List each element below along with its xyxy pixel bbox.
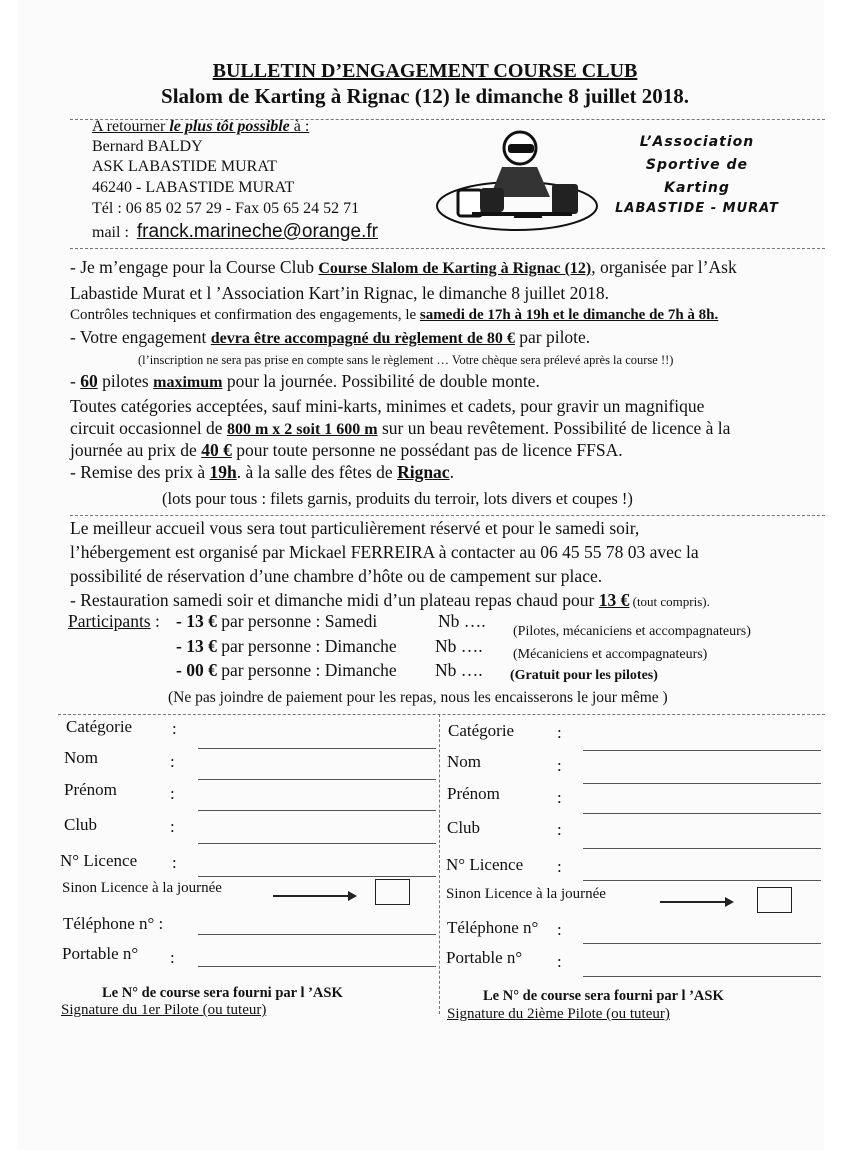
- body-line-4: - Votre engagement devra être accompagné du règlement de 80 € par pilote.: [70, 327, 591, 347]
- meal-row-1-nb[interactable]: Nb ….: [438, 611, 486, 631]
- meal-row-3: - 00 € par personne : Dimanche: [176, 660, 397, 680]
- left-licence-field[interactable]: [198, 876, 436, 877]
- meal-row-1-note: (Pilotes, mécaniciens et accompagnateurs): [513, 624, 751, 639]
- right-nom-field[interactable]: [583, 783, 821, 784]
- contact-name: Bernard BALDY: [92, 138, 203, 155]
- return-instruction: A retourner le plus tôt possible à :: [92, 118, 310, 135]
- body-line-5: (l’inscription ne sera pas prise en compte sans le règlement … Votre chèque sera prélevé après la course !!): [138, 353, 674, 367]
- left-prenom-field[interactable]: [198, 810, 436, 811]
- kart-driver-logo-icon: [432, 122, 602, 234]
- meal-row-2-nb[interactable]: Nb ….: [435, 636, 483, 656]
- left-signature-label: Signature du 1er Pilote (ou tuteur): [61, 1002, 267, 1018]
- body-line-8: circuit occasionnel de 800 m x 2 soit 1 600 m sur un beau revêtement. Possibilité de licence à la: [70, 418, 731, 438]
- meal-row-2-note: (Mécaniciens et accompagnateurs): [513, 647, 708, 662]
- left-telephone-field[interactable]: [198, 934, 436, 935]
- left-licence-label: N° Licence: [60, 851, 138, 870]
- left-sinon-label: Sinon Licence à la journée: [62, 880, 222, 896]
- accueil-line-3: possibilité de réservation d’une chambre d’hôte ou de campement sur place.: [70, 566, 603, 586]
- right-portable-label: Portable n°: [446, 948, 523, 967]
- right-telephone-field[interactable]: [583, 943, 821, 944]
- body-line-10: - Remise des prix à 19h. à la salle des fêtes de Rignac.: [70, 462, 454, 482]
- right-licence-label: N° Licence: [446, 855, 524, 874]
- body-divider: [70, 515, 825, 516]
- left-club-field[interactable]: [198, 843, 436, 844]
- form-column-divider: [439, 714, 440, 1014]
- form-divider: [58, 714, 825, 715]
- right-telephone-label: Téléphone n°: [447, 918, 539, 937]
- mail-link[interactable]: franck.marineche@orange.fr: [136, 221, 378, 242]
- body-line-9: journée au prix de 40 € pour toute personne ne possédant pas de licence FFSA.: [70, 440, 623, 460]
- left-categorie-field[interactable]: [198, 748, 436, 749]
- right-nom-label: Nom: [447, 752, 481, 771]
- meal-row-1: - 13 € par personne : Samedi: [176, 611, 378, 631]
- left-portable-field[interactable]: [198, 966, 436, 967]
- assoc-line-4: LABASTIDE - MURAT: [615, 201, 779, 216]
- right-categorie-label: Catégorie: [448, 721, 515, 740]
- assoc-line-2: Sportive de: [645, 157, 749, 173]
- body-line-7: Toutes catégories acceptées, sauf mini-karts, minimes et cadets, pour gravir un magnifique: [70, 396, 705, 416]
- accueil-line-4: - Restauration samedi soir et dimanche midi d’un plateau repas chaud pour 13 € (tout compris).: [70, 590, 710, 610]
- accueil-line-2: l’hébergement est organisé par Mickael FERREIRA à contacter au 06 45 55 78 03 avec la: [70, 542, 699, 562]
- meal-row-3-nb[interactable]: Nb ….: [435, 660, 483, 680]
- body-line-2: Labastide Murat et l ’Association Kart’in Rignac, le dimanche 8 juillet 2018.: [70, 283, 609, 303]
- page-title: BULLETIN D’ENGAGEMENT COURSE CLUB: [212, 60, 638, 82]
- meal-payment-note: (Ne pas joindre de paiement pour les repas, nous les encaisserons le jour même ): [168, 689, 668, 706]
- right-licence-field[interactable]: [583, 880, 821, 881]
- body-line-3: Contrôles techniques et confirmation des engagements, le samedi de 17h à 19h et le dimanche de 7h à 8h.: [70, 307, 719, 323]
- page-subtitle: Slalom de Karting à Rignac (12) le dimanche 8 juillet 2018.: [161, 84, 689, 108]
- right-club-label: Club: [447, 818, 481, 837]
- left-nom-field[interactable]: [198, 779, 436, 780]
- left-telephone-label: Téléphone n° :: [63, 914, 164, 933]
- contact-org: ASK LABASTIDE MURAT: [92, 158, 277, 175]
- meal-row-3-note: (Gratuit pour les pilotes): [510, 668, 658, 683]
- contact-mail: mail : franck.marineche@orange.fr: [92, 221, 378, 242]
- right-categorie-field[interactable]: [583, 750, 821, 751]
- left-club-label: Club: [64, 815, 98, 834]
- left-day-licence-checkbox[interactable]: [375, 879, 410, 905]
- contact-phone: Tél : 06 85 02 57 29 - Fax 05 65 24 52 71: [92, 200, 360, 217]
- accueil-line-1: Le meilleur accueil vous sera tout particulièrement réservé et pour le samedi soir,: [70, 518, 640, 538]
- right-arrow-icon: [660, 901, 726, 903]
- right-race-number-note: Le N° de course sera fourni par l ’ASK: [483, 988, 724, 1004]
- body-line-11: (lots pour tous : filets garnis, produits du terroir, lots divers et coupes !): [162, 489, 633, 508]
- left-nom-label: Nom: [64, 748, 98, 767]
- assoc-line-1: L’Association: [639, 134, 755, 150]
- left-categorie-label: Catégorie: [66, 717, 133, 736]
- right-day-licence-checkbox[interactable]: [757, 887, 792, 913]
- meal-row-2: - 13 € par personne : Dimanche: [176, 636, 397, 656]
- right-club-field[interactable]: [583, 848, 821, 849]
- right-prenom-label: Prénom: [447, 784, 500, 803]
- right-sinon-label: Sinon Licence à la journée: [446, 886, 606, 902]
- participants-label: Participants :: [68, 611, 160, 631]
- body-line-6: - 60 pilotes maximum pour la journée. Possibilité de double monte.: [70, 371, 540, 391]
- right-portable-field[interactable]: [583, 976, 821, 977]
- left-race-number-note: Le N° de course sera fourni par l ’ASK: [102, 985, 343, 1001]
- contact-city: 46240 - LABASTIDE MURAT: [92, 179, 295, 196]
- assoc-line-3: Karting: [664, 180, 730, 196]
- right-signature-label: Signature du 2ième Pilote (ou tuteur): [447, 1006, 670, 1022]
- address-divider: [70, 248, 825, 249]
- left-portable-label: Portable n°: [62, 944, 139, 963]
- left-arrow-icon: [273, 895, 349, 897]
- left-prenom-label: Prénom: [64, 780, 117, 799]
- right-prenom-field[interactable]: [583, 813, 821, 814]
- body-line-1: - Je m’engage pour la Course Club Course Slalom de Karting à Rignac (12), organisée par l’Ask: [70, 257, 737, 277]
